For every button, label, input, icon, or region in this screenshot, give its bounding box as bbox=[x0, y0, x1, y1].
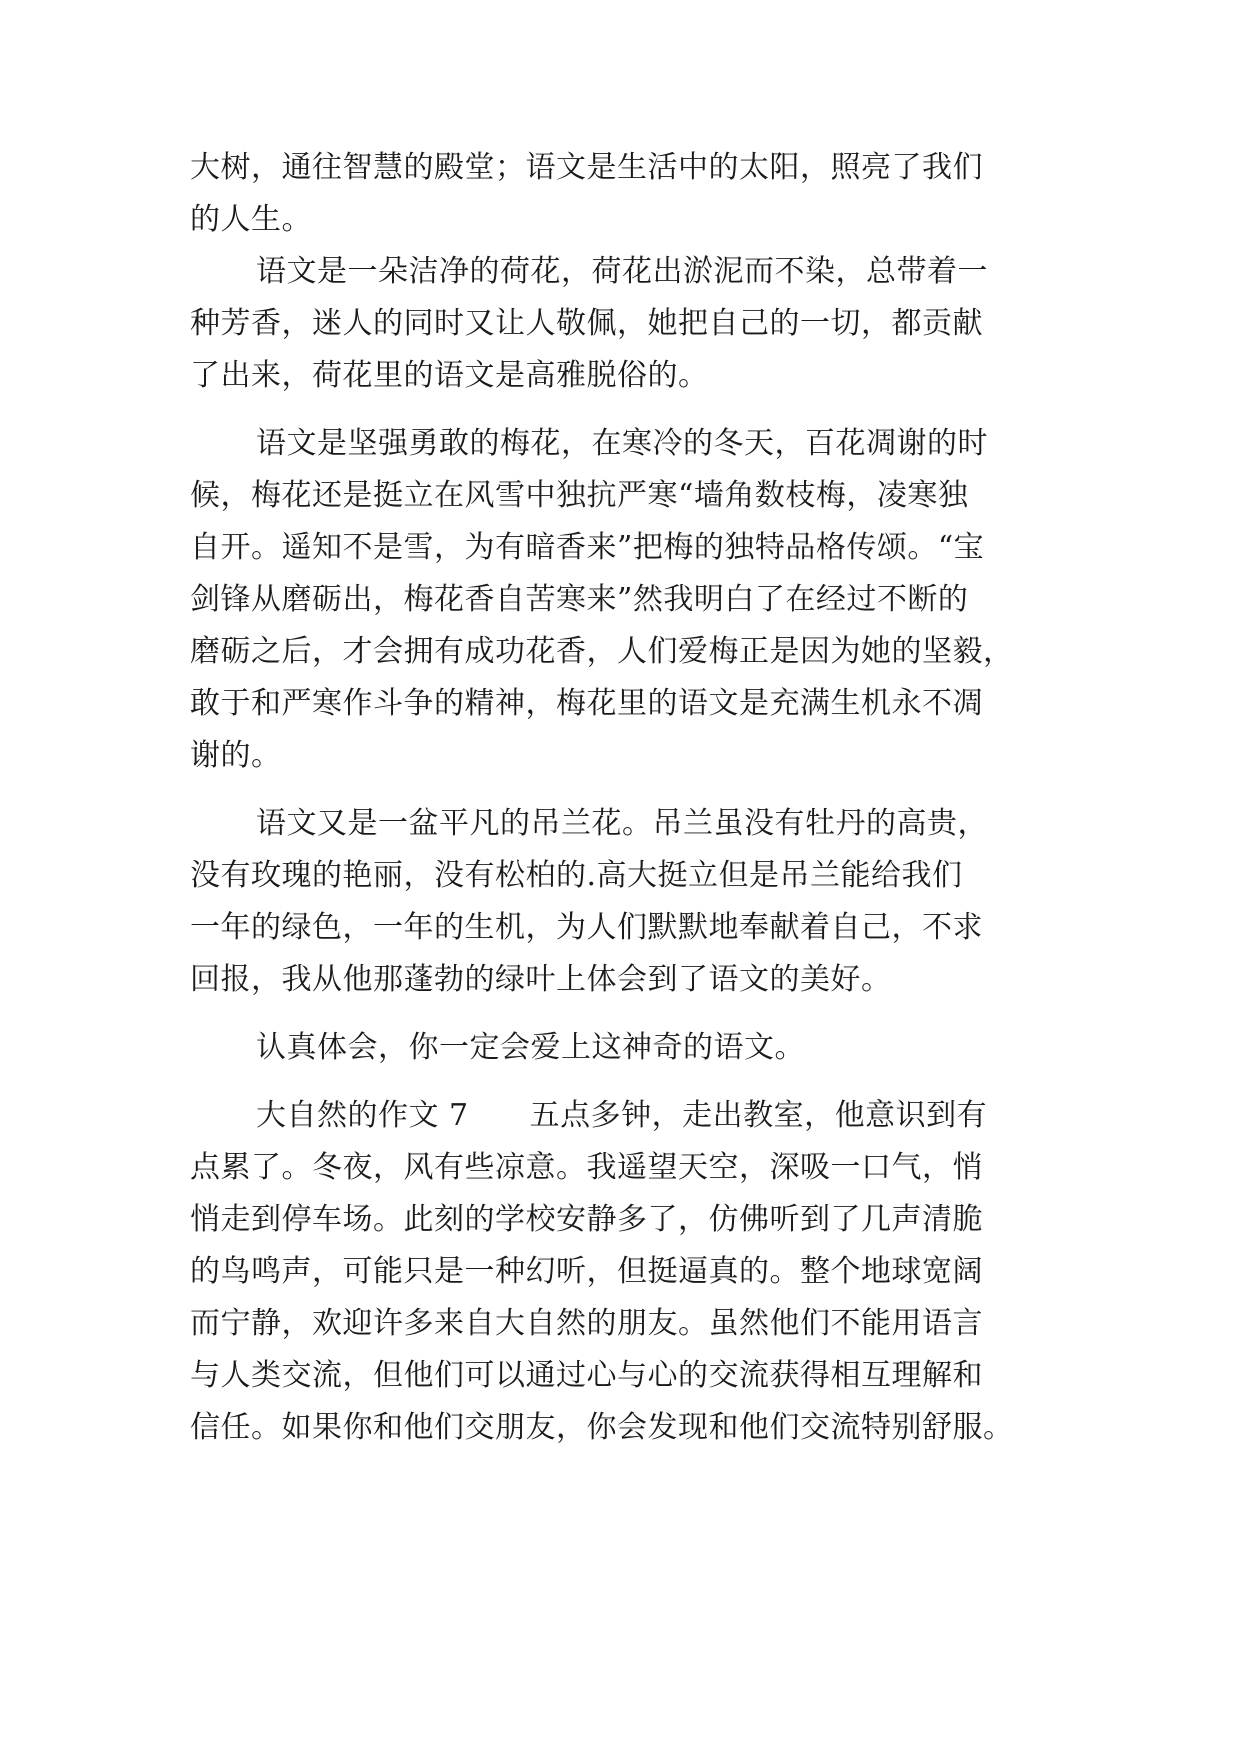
text-line: 剑锋从磨砺出，梅花香自苦寒来”然我明白了在经过不断的 bbox=[190, 582, 969, 617]
text-line: 一年的绿色，一年的生机，为人们默默地奉献着自己，不求 bbox=[190, 910, 983, 945]
text-line: 而宁静，欢迎许多来自大自然的朋友。虽然他们不能用语言 bbox=[190, 1306, 983, 1341]
paragraph-start-line: 认真体会，你一定会爱上这神奇的语文。 bbox=[256, 1030, 805, 1065]
paragraph-start-line: 语文又是一盆平凡的吊兰花。吊兰虽没有牡丹的高贵， bbox=[256, 806, 988, 841]
text-line: 自开。遥知不是雪，为有暗香来”把梅的独特品格传颂。“宝 bbox=[190, 530, 985, 565]
text-line: 候，梅花还是挺立在风雪中独抗严寒“墙角数枝梅，凌寒独 bbox=[190, 478, 969, 513]
text-line: 的人生。 bbox=[190, 202, 312, 237]
text-line: 种芳香，迷人的同时又让人敬佩，她把自己的一切，都贡献 bbox=[190, 306, 983, 341]
text-line: 信任。如果你和他们交朋友，你会发现和他们交流特别舒服。 bbox=[190, 1410, 1014, 1445]
paragraph-start-line: 语文是一朵洁净的荷花，荷花出淤泥而不染，总带着一 bbox=[256, 254, 988, 289]
text-line: 回报，我从他那蓬勃的绿叶上体会到了语文的美好。 bbox=[190, 962, 892, 997]
text-line: 了出来，荷花里的语文是高雅脱俗的。 bbox=[190, 358, 709, 393]
text-line: 悄走到停车场。此刻的学校安静多了，仿佛听到了几声清脆 bbox=[190, 1202, 983, 1237]
text-line: 磨砺之后，才会拥有成功花香，人们爱梅正是因为她的坚毅， bbox=[190, 634, 1014, 669]
text-line: 敢于和严寒作斗争的精神，梅花里的语文是充满生机永不凋 bbox=[190, 686, 983, 721]
text-line: 点累了。冬夜，风有些凉意。我遥望天空，深吸一口气，悄 bbox=[190, 1150, 983, 1185]
essay-heading-line: 大自然的作文 7 五点多钟，走出教室，他意识到有 bbox=[256, 1098, 988, 1133]
text-line: 谢的。 bbox=[190, 738, 282, 773]
text-line: 的鸟鸣声，可能只是一种幻听，但挺逼真的。整个地球宽阔 bbox=[190, 1254, 983, 1289]
paragraph-start-line: 语文是坚强勇敢的梅花，在寒冷的冬天，百花凋谢的时 bbox=[256, 426, 988, 461]
text-line: 没有玫瑰的艳丽，没有松柏的.高大挺立但是吊兰能给我们 bbox=[190, 858, 963, 893]
text-line: 与人类交流，但他们可以通过心与心的交流获得相互理解和 bbox=[190, 1358, 983, 1393]
text-line: 大树，通往智慧的殿堂；语文是生活中的太阳，照亮了我们 bbox=[190, 150, 983, 185]
